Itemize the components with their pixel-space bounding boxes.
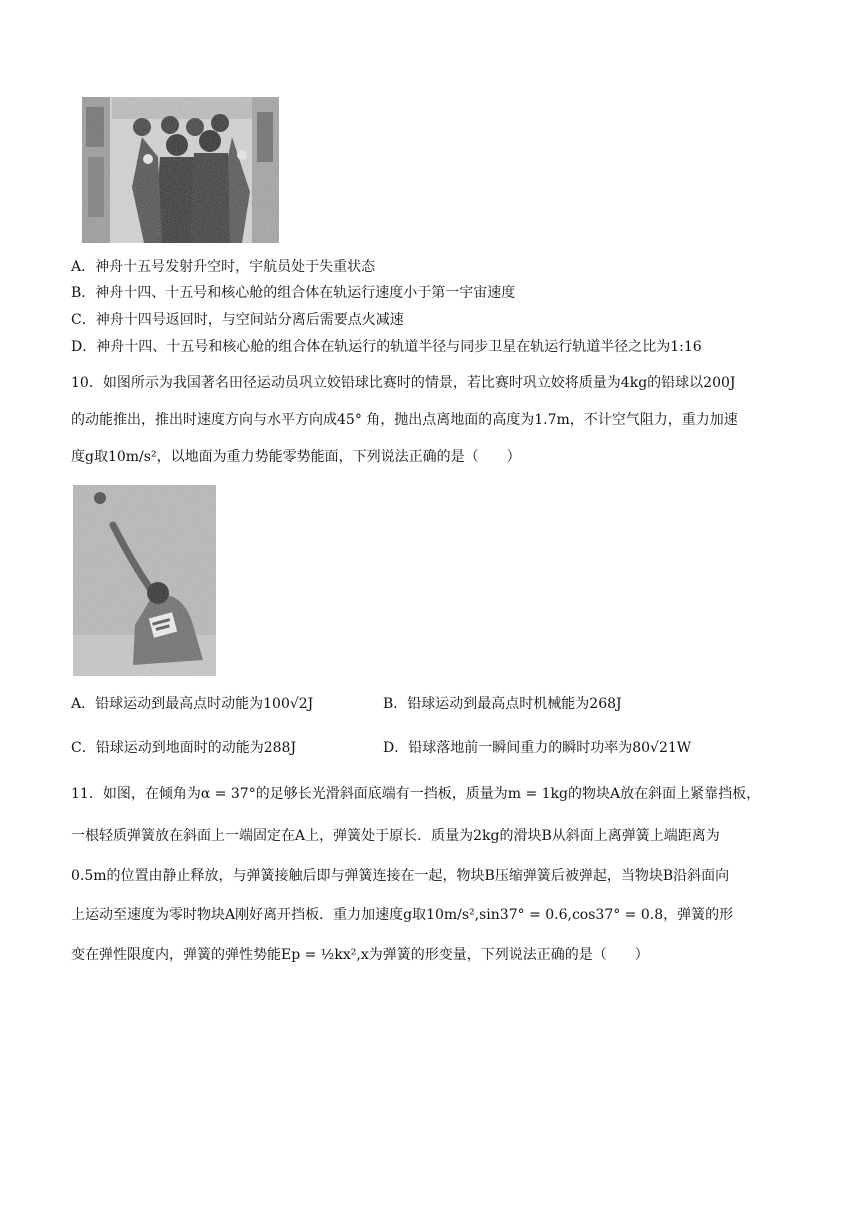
option-text: 铅球落地前一瞬间重力的瞬时功率为80√21W [408,740,692,756]
option-letter: A． [71,696,96,712]
option-letter: D． [383,740,409,756]
option-letter: B． [383,696,408,712]
option-text: 神舟十四号返回时，与空间站分离后需要点火减速 [95,312,404,328]
option-letter: D． [71,339,97,355]
q9-option-b [71,283,515,303]
option-text: 铅球运动到最高点时动能为100√2J [95,696,314,712]
option-text: 铅球运动到最高点时机械能为268J [407,696,622,712]
option-text: 铅球运动到地面时的动能为288J [95,740,297,756]
q10-stem-line-1: 10．如图所示为我国著名田径运动员巩立姣铅球比赛时的情景，若比赛时巩立姣将质量为4kg的铅球以200J [71,375,736,391]
q9-option-d [71,337,702,357]
option-text: 神舟十四、十五号和核心舱的组合体在轨运行的轨道半径与同步卫星在轨运行轨道半径之比为1:16 [96,339,702,355]
option-letter: A． [71,259,96,275]
q9-option-a [71,257,375,277]
q10-option-b [383,694,622,714]
option-letter: C． [71,312,96,328]
q10-stem-line-2: 的动能推出，推出时速度方向与水平方向成45° 角，抛出点离地面的高度为1.7m，不计空气阻力，重力加速 [71,412,738,428]
option-letter: B． [71,285,96,301]
q10-option-c [71,738,296,758]
option-text: 神舟十四、十五号和核心舱的组合体在轨运行速度小于第一宇宙速度 [95,285,516,301]
q11-stem-line-4: 上运动至速度为零时物块A刚好离开挡板．重力加速度g取10m/s²,sin37° = 0.6,cos37° = 0.8，弹簧的形 [71,907,734,923]
option-text: 神舟十五号发射升空时，宇航员处于失重状态 [95,259,376,275]
q11-stem-line-2: 一根轻质弹簧放在斜面上一端固定在A上，弹簧处于原长．质量为2kg的滑块B从斜面上离弹簧上端距离为 [71,828,720,844]
option-letter: C． [71,740,96,756]
astronauts-photo [82,97,279,243]
q9-option-c [71,310,404,330]
q11-stem-line-3: 0.5m的位置由静止释放，与弹簧接触后即与弹簧连接在一起，物块B压缩弹簧后被弹起，当物块B沿斜面向 [71,868,730,884]
q10-option-d [383,738,691,758]
q11-stem-line-5: 变在弹性限度内，弹簧的弹性势能Ep = ½kx²,x为弹簧的形变量，下列说法正确的是（ ） [71,947,649,963]
q10-option-a [71,694,313,714]
q10-stem-line-3: 度g取10m/s²，以地面为重力势能零势能面，下列说法正确的是（ ） [71,449,521,465]
shot-put-photo [73,485,216,676]
q11-stem-line-1: 11．如图，在倾角为α = 37°的足够长光滑斜面底端有一挡板，质量为m = 1kg的物块A放在斜面上紧靠挡板， [71,786,761,802]
